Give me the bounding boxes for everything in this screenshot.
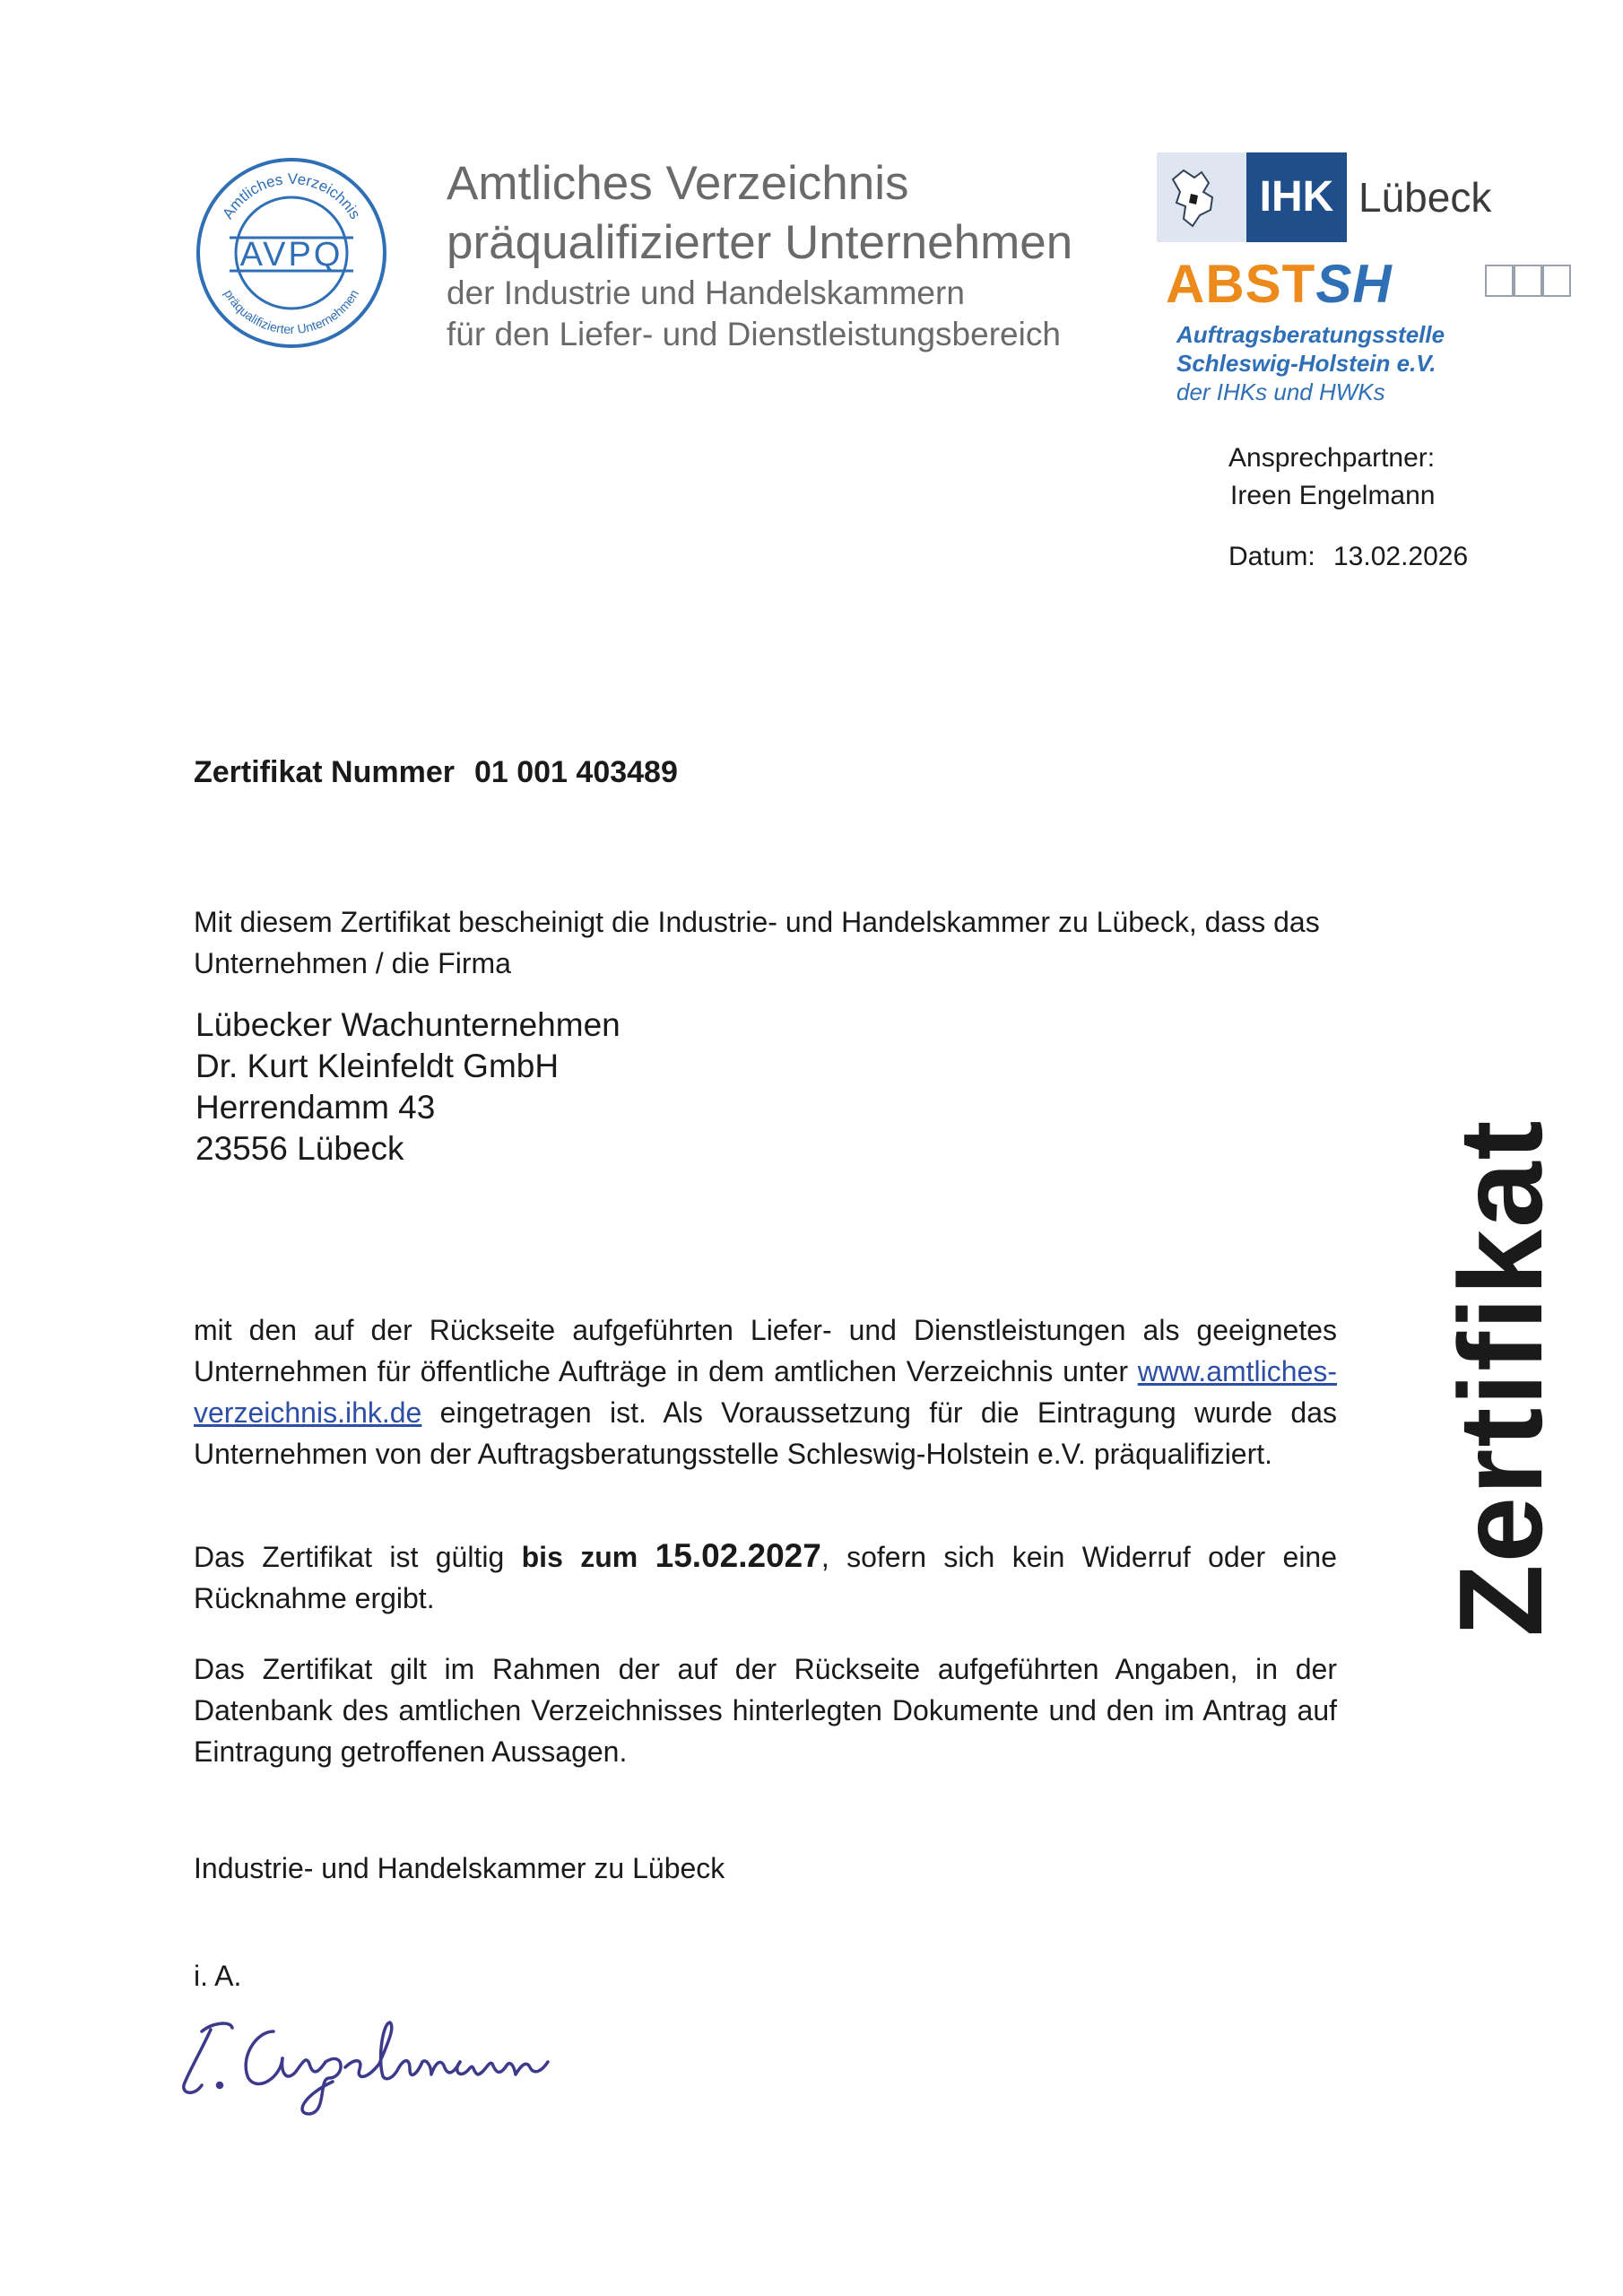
ihk-box: IHK bbox=[1246, 152, 1347, 242]
vertical-title-text: Zertifikat bbox=[1435, 1118, 1567, 1637]
seal-graphic bbox=[195, 157, 388, 350]
header-line-3: der Industrie und Handelskammern bbox=[447, 274, 965, 311]
company-address bbox=[195, 1004, 621, 1170]
signature-graphic bbox=[175, 1996, 623, 2121]
ia-label: i. A. bbox=[194, 1960, 242, 1992]
date-value: 13.02.2026 bbox=[1333, 542, 1469, 571]
seal-bottom-text: präqualifizierter Unternehmen bbox=[221, 286, 361, 337]
main-text-before-link: mit den auf der Rückseite aufgeführten Liefer- und Dienstleistungen als geeignetes Unternehmen für öffentliche Aufträge in dem amtlichen Verzeichnis unter bbox=[194, 1314, 1337, 1387]
ihk-luebeck-logo bbox=[1157, 152, 1492, 242]
abstsh-line-2: Schleswig-Holstein e.V. bbox=[1176, 350, 1436, 377]
abstsh-line-1: Auftragsberatungsstelle bbox=[1176, 321, 1445, 348]
validity-bold: bis zum bbox=[521, 1541, 638, 1573]
abstsh-mark-a: ABST bbox=[1166, 254, 1316, 314]
abstsh-line-3: der IHKs und HWKs bbox=[1176, 378, 1385, 405]
abstsh-mark bbox=[1166, 256, 1393, 313]
ihk-city: Lübeck bbox=[1358, 174, 1492, 221]
abstsh-logo bbox=[1166, 256, 1542, 417]
address-line: 23556 Lübeck bbox=[195, 1130, 404, 1167]
validity-paragraph bbox=[194, 1535, 1337, 1619]
seal-center-text: AVPQ bbox=[239, 236, 343, 274]
abstsh-boxes-icon bbox=[1485, 265, 1571, 297]
header-line-4: für den Liefer- und Dienstleistungsbereich bbox=[447, 316, 1061, 352]
header-line-2: präqualifizierter Unternehmen bbox=[447, 216, 1073, 269]
validity-suffix: , sofern sich kein Widerruf oder eine Rücknahme ergibt. bbox=[194, 1541, 1338, 1614]
main-text-after-link: eingetragen ist. Als Voraussetzung für die Eintragung wurde das Unternehmen von der Auftragsberatungsstelle Schleswig-Holstein e.V. präqualifiziert. bbox=[194, 1396, 1337, 1470]
certificate-number-value: 01 001 403489 bbox=[473, 755, 678, 789]
contact-name: Ireen Engelmann bbox=[1230, 481, 1436, 510]
certificate-number-label: Zertifikat Nummer bbox=[194, 755, 455, 789]
avpq-seal-logo bbox=[195, 157, 388, 350]
date-label: Datum: bbox=[1228, 542, 1315, 571]
intro-paragraph: Mit diesem Zertifikat bescheinigt die Industrie- und Handelskammer zu Lübeck, dass das Unternehmen / die Firma bbox=[194, 906, 1320, 979]
abstsh-mark-b: SH bbox=[1315, 254, 1393, 314]
address-line: Lübecker Wachunternehmen bbox=[195, 1006, 621, 1043]
directory-link[interactable]: www.amtliches-verzeichnis.ihk.de bbox=[194, 1355, 1337, 1429]
address-line: Dr. Kurt Kleinfeldt GmbH bbox=[195, 1048, 560, 1084]
validity-prefix: Das Zertifikat ist gültig bbox=[194, 1541, 522, 1573]
address-line: Herrendamm 43 bbox=[195, 1089, 436, 1126]
scope-paragraph: Das Zertifikat gilt im Rahmen der auf der Rückseite aufgeführten Angaben, in der Datenbank des amtlichen Verzeichnisses hinterlegten Dokumente und den im Antrag auf Eintragung getroffenen Aussagen. bbox=[194, 1653, 1337, 1768]
validity-date: 15.02.2027 bbox=[655, 1537, 821, 1574]
main-paragraph bbox=[194, 1309, 1337, 1474]
header-line-1: Amtliches Verzeichnis bbox=[447, 157, 909, 210]
issuing-chamber: Industrie- und Handelskammer zu Lübeck bbox=[194, 1852, 725, 1884]
seal-top-text: Amtliches Verzeichnis bbox=[219, 170, 364, 222]
header-title bbox=[447, 154, 1164, 355]
map-icon bbox=[1157, 152, 1246, 242]
vertical-certificate-title bbox=[1435, 1009, 1567, 1637]
contact-label: Ansprechpartner: bbox=[1228, 443, 1436, 473]
certificate-number bbox=[194, 752, 678, 793]
handwritten-signature bbox=[175, 1996, 623, 2121]
